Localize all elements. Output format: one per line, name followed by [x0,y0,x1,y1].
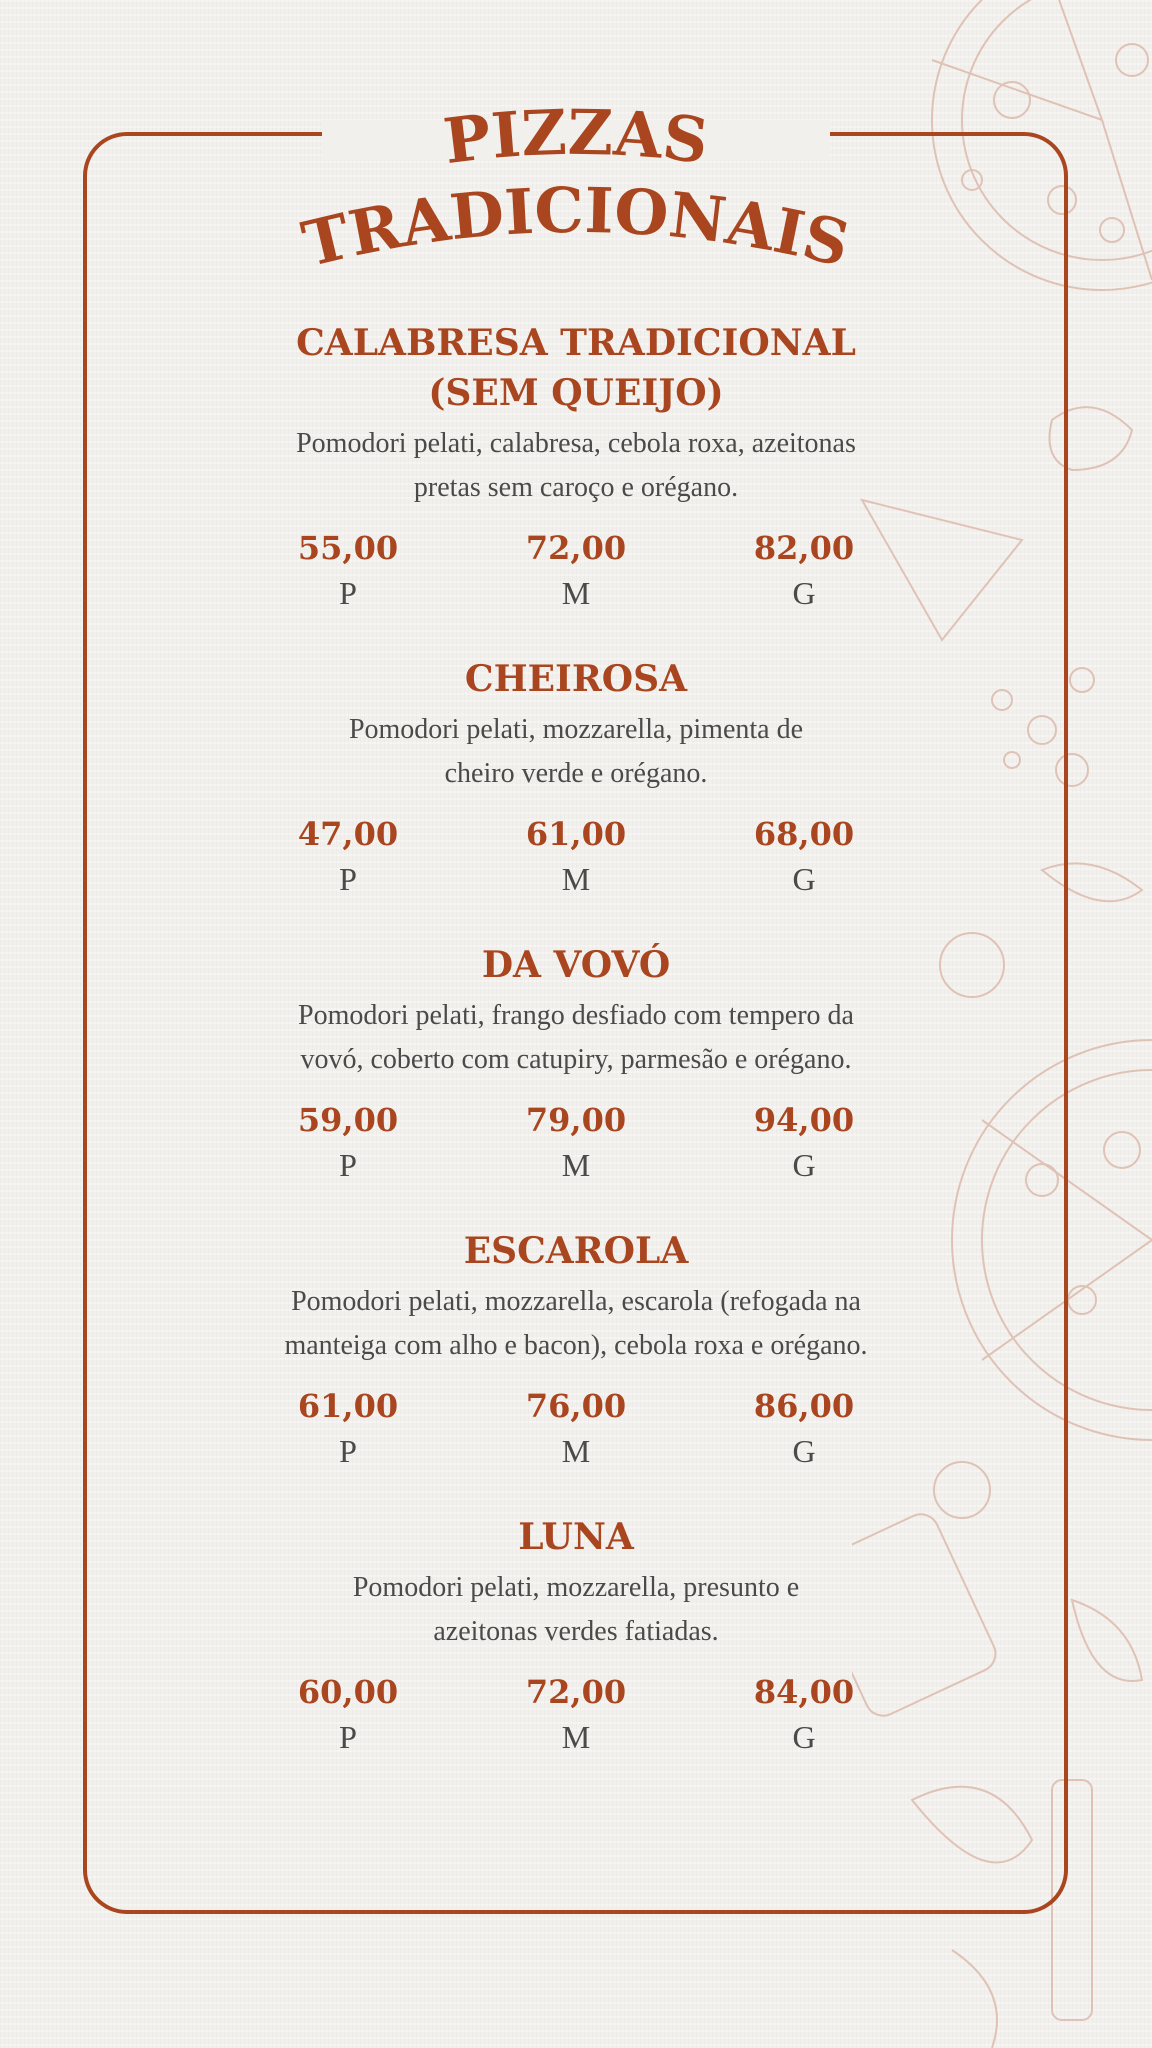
size-label: M [561,861,591,897]
item-name: CHEIROSA [464,658,688,700]
price: 76,00 [525,1387,627,1425]
item-description: Pomodori pelati, mozzarella, pimenta de cheiro verde e orégano. [348,714,804,789]
menu-item [150,318,1002,616]
item-description: Pomodori pelati, mozzarella, presunto e azeitonas verdes fatiadas. [352,1572,800,1647]
size-label: M [561,1147,591,1183]
size-label: M [561,1433,591,1469]
item-description: Pomodori pelati, calabresa, cebola roxa, azeitonas pretas sem caroço e orégano. [296,428,856,503]
price: 60,00 [297,1673,399,1711]
price-row [150,812,1002,902]
menu-list [150,318,1002,1760]
price: 72,00 [525,529,627,567]
item-name: LUNA [518,1516,634,1558]
size-label: P [339,1147,357,1183]
price: 82,00 [753,529,855,567]
size-label: G [792,575,816,611]
price: 61,00 [525,815,627,853]
size-label: M [561,1719,591,1755]
title-line-2: TRADICIONAIS [295,173,857,282]
price: 94,00 [753,1101,855,1139]
item-name: ESCAROLA [463,1230,689,1272]
title-line-1: PIZZAS [439,95,713,179]
size-label: G [792,1147,816,1183]
size-label: P [339,861,357,897]
price-row [150,1384,1002,1474]
price: 86,00 [753,1387,855,1425]
size-label: M [561,575,591,611]
size-label: P [339,1433,357,1469]
price: 47,00 [297,815,399,853]
price: 79,00 [525,1101,627,1139]
price: 61,00 [297,1387,399,1425]
price-row [150,1098,1002,1188]
price: 55,00 [297,529,399,567]
price: 59,00 [297,1101,399,1139]
price: 68,00 [753,815,855,853]
item-description: Pomodori pelati, mozzarella, escarola (refogada na manteiga com alho e bacon), cebola roxa e orégano. [284,1286,868,1361]
size-label: P [339,1719,357,1755]
size-label: P [339,575,357,611]
size-label: G [792,1433,816,1469]
size-label: G [792,861,816,897]
menu-item [150,654,1002,902]
menu-item [150,940,1002,1188]
menu-item [150,1512,1002,1760]
size-label: G [792,1719,816,1755]
item-name: DA VOVÓ [481,944,671,986]
price: 72,00 [525,1673,627,1711]
price-row [150,526,1002,616]
price: 84,00 [753,1673,855,1711]
price-row [150,1670,1002,1760]
item-name: CALABRESA TRADICIONAL (SEM QUEIJO) [296,322,856,414]
item-description: Pomodori pelati, frango desfiado com tempero da vovó, coberto com catupiry, parmesão e orégano. [298,1000,854,1075]
menu-item [150,1226,1002,1474]
menu-title [0,92,1152,292]
